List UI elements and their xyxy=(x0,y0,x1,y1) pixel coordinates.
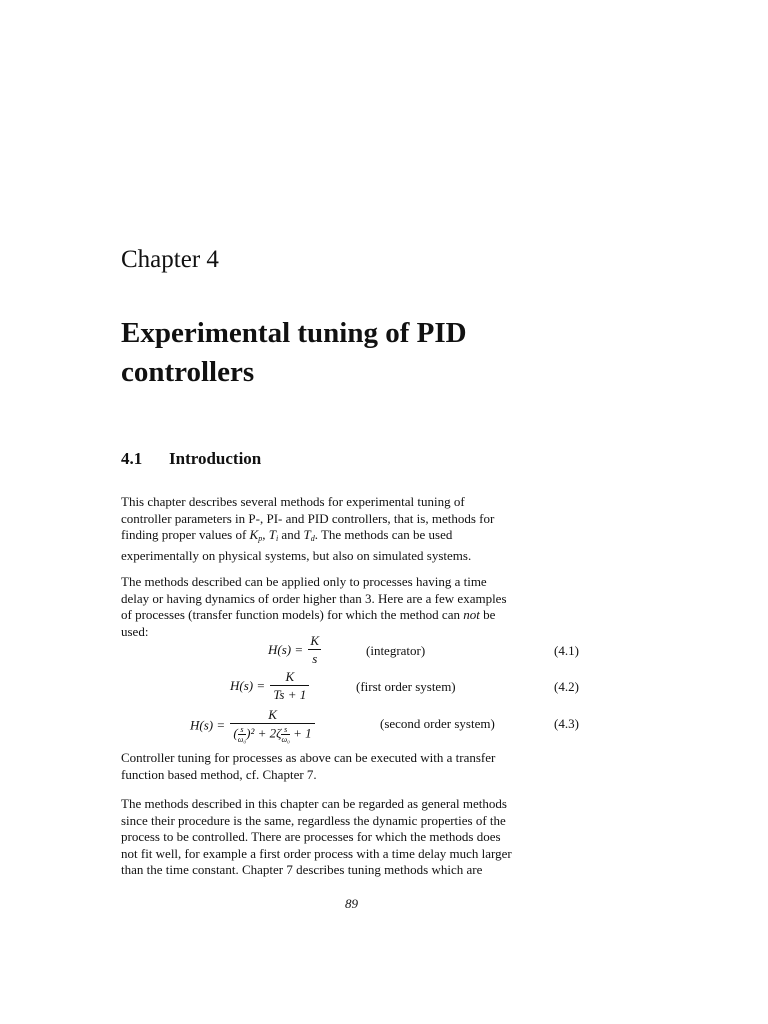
equation-first-order xyxy=(230,669,311,703)
section-title: Introduction xyxy=(169,449,262,468)
text-fragment: . The methods can be used xyxy=(314,527,453,542)
equation-lhs: H(s) = xyxy=(268,642,304,657)
math-symbol-ti: $T_i$ xyxy=(268,527,279,543)
equation-fraction xyxy=(230,707,314,744)
chapter-title-line: controllers xyxy=(121,356,255,388)
text-line: function based method, cf. Chapter 7. xyxy=(121,766,317,782)
text-line: Controller tuning for processes as above can be executed with a transfer xyxy=(121,750,496,765)
equation-fraction xyxy=(308,633,321,667)
text-line: The methods described can be applied only to processes having a time xyxy=(121,574,487,589)
chapter-title-line: Experimental tuning of PID xyxy=(121,317,467,349)
text-line: used: xyxy=(121,623,149,639)
text-fragment: finding proper values of xyxy=(121,527,250,542)
equation-number: (4.1) xyxy=(554,643,579,658)
paragraph-processes xyxy=(121,574,581,640)
paragraph-general-methods xyxy=(121,796,581,879)
math-symbol-kp: $K_p$ xyxy=(249,527,263,543)
text-line: process to be controlled. There are processes for which the methods does xyxy=(121,829,501,844)
fraction-denominator: ( $\frac{s}{\text{ω₀}}$ )² + 2ζ $\frac{s}{\text{ω₀}}$ + 1 xyxy=(230,723,314,744)
text-line: since their procedure is the same, regardless the dynamic properties of the xyxy=(121,812,506,828)
equation-description: (second order system) xyxy=(380,716,495,731)
nested-fraction: $\frac{s}{\text{ω₀}}$ xyxy=(281,725,290,744)
text-line: This chapter describes several methods for experimental tuning of xyxy=(121,494,465,509)
text-line: than the time constant. Chapter 7 describes tuning methods which are xyxy=(121,862,483,877)
fraction-denominator: s xyxy=(308,649,321,667)
text-line: delay or having dynamics of order higher than 3. Here are a few examples xyxy=(121,590,507,606)
text-line: The methods described in this chapter can be regarded as general methods xyxy=(121,796,507,811)
paragraph-transfer-function xyxy=(121,750,581,783)
text-line: of processes (transfer function models) for which the method can not be xyxy=(121,607,496,622)
equation-number: (4.3) xyxy=(554,716,579,731)
section-number: 4.1 xyxy=(121,449,143,468)
nested-fraction: $\frac{s}{\text{ω₀}}$ xyxy=(237,725,247,744)
equation-second-order xyxy=(190,707,317,744)
emphasis-text: not xyxy=(463,607,480,622)
equation-lhs: H(s) = xyxy=(230,678,266,693)
paragraph-intro xyxy=(121,494,581,564)
math-symbol-td: $T_d$ xyxy=(303,527,315,543)
chapter-label: Chapter 4 xyxy=(121,246,219,273)
equation-fraction xyxy=(270,669,309,703)
text-line: experimentally on physical systems, but also on simulated systems. xyxy=(121,547,472,563)
equation-description: (first order system) xyxy=(356,679,456,694)
text-line: not fit well, for example a first order process with a time delay much larger xyxy=(121,845,512,861)
fraction-numerator: K xyxy=(310,633,320,648)
fraction-numerator: K xyxy=(268,707,277,722)
equation-integrator xyxy=(268,633,323,667)
text-line: finding proper values of $K_p$, $T_i$ and $T_d$. The methods can be used xyxy=(121,527,453,543)
equation-number: (4.2) xyxy=(554,679,579,694)
page-number: 89 xyxy=(345,896,358,911)
equation-description: (integrator) xyxy=(366,643,426,658)
equation-lhs: H(s) = xyxy=(190,717,226,733)
fraction-denominator: Ts + 1 xyxy=(270,685,309,703)
chapter-title xyxy=(121,314,641,392)
fraction-numerator: K xyxy=(285,669,295,684)
text-line: controller parameters in P-, PI- and PID controllers, that is, methods for xyxy=(121,510,495,526)
